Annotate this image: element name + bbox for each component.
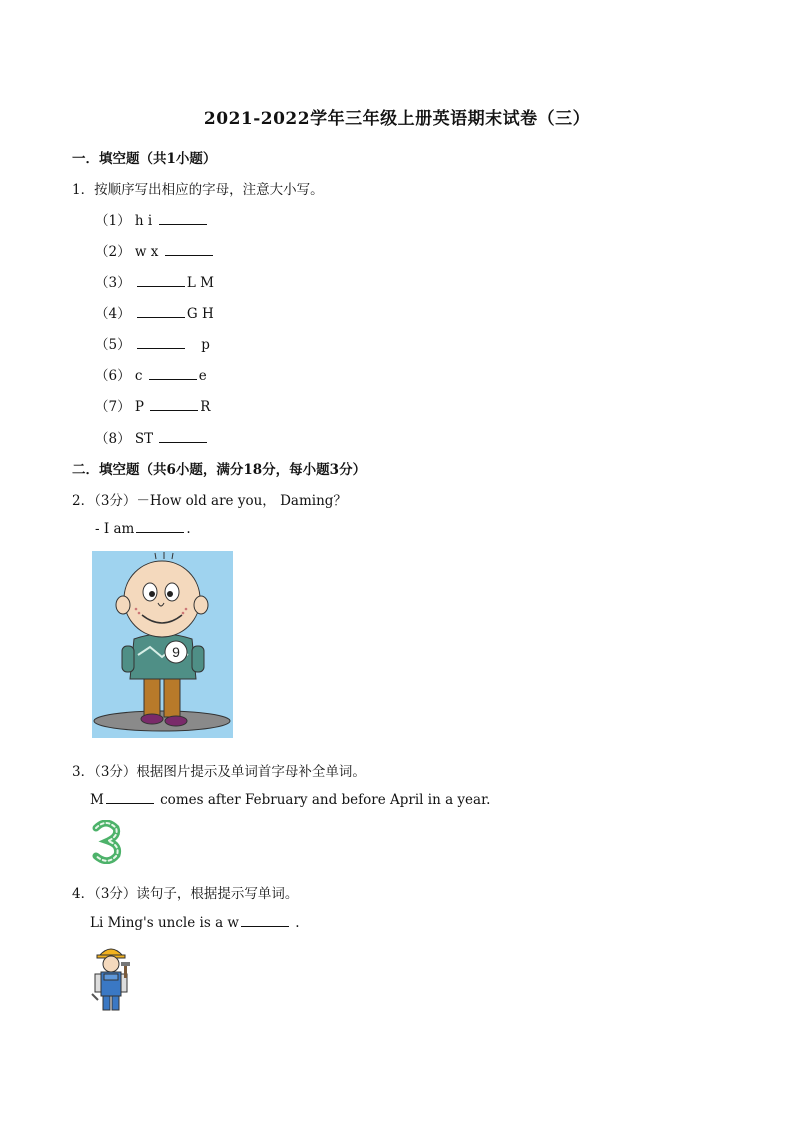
answer-blank[interactable] — [149, 367, 197, 380]
q1-item-5: （5） p — [95, 337, 210, 353]
answer-blank[interactable] — [137, 336, 185, 349]
section-1-heading: 一．填空题（共1小题） — [72, 151, 217, 167]
question-4-sentence: Li Ming's uncle is a w . — [90, 915, 300, 931]
worker-picture — [90, 944, 132, 1014]
q1-item-8: （8） ST — [95, 427, 209, 447]
question-2-answer-line: - I am . — [95, 521, 191, 537]
question-4-stem: 4．（3分）读句子，根据提示写单词。 — [72, 886, 299, 902]
q1-item-6: （6） c e — [95, 368, 207, 384]
answer-blank[interactable] — [137, 305, 185, 318]
q1-item-1: （1） h i — [95, 209, 209, 229]
answer-blank[interactable] — [159, 212, 207, 225]
section-2-heading: 二．填空题（共6小题，满分18分，每小题3分） — [72, 462, 367, 478]
page-title: 2021-2022学年三年级上册英语期末试卷（三） — [203, 109, 591, 129]
question-3-sentence: M comes after February and before April in a year. — [90, 792, 491, 808]
answer-blank[interactable] — [150, 398, 198, 411]
q1-item-3: （3） L M — [95, 275, 214, 291]
answer-blank[interactable] — [136, 520, 184, 533]
q1-item-2: （2） w x — [95, 240, 215, 260]
answer-blank[interactable] — [165, 243, 213, 256]
number-three-icon — [92, 820, 122, 864]
answer-blank[interactable] — [106, 791, 154, 804]
question-2-stem: 2．（3分）－How old are you， Daming？ — [72, 493, 347, 509]
question-1-stem: 1．按顺序写出相应的字母，注意大小写。 — [72, 182, 324, 198]
boy-age-nine-picture — [92, 551, 233, 738]
answer-blank[interactable] — [137, 274, 185, 287]
svg-text:9: 9 — [172, 644, 180, 660]
answer-blank[interactable] — [159, 430, 207, 443]
q1-item-4: （4） G H — [95, 306, 214, 322]
question-3-stem: 3．（3分）根据图片提示及单词首字母补全单词。 — [72, 764, 366, 780]
q1-item-7: （7） P R — [95, 399, 211, 415]
answer-blank[interactable] — [241, 914, 289, 927]
